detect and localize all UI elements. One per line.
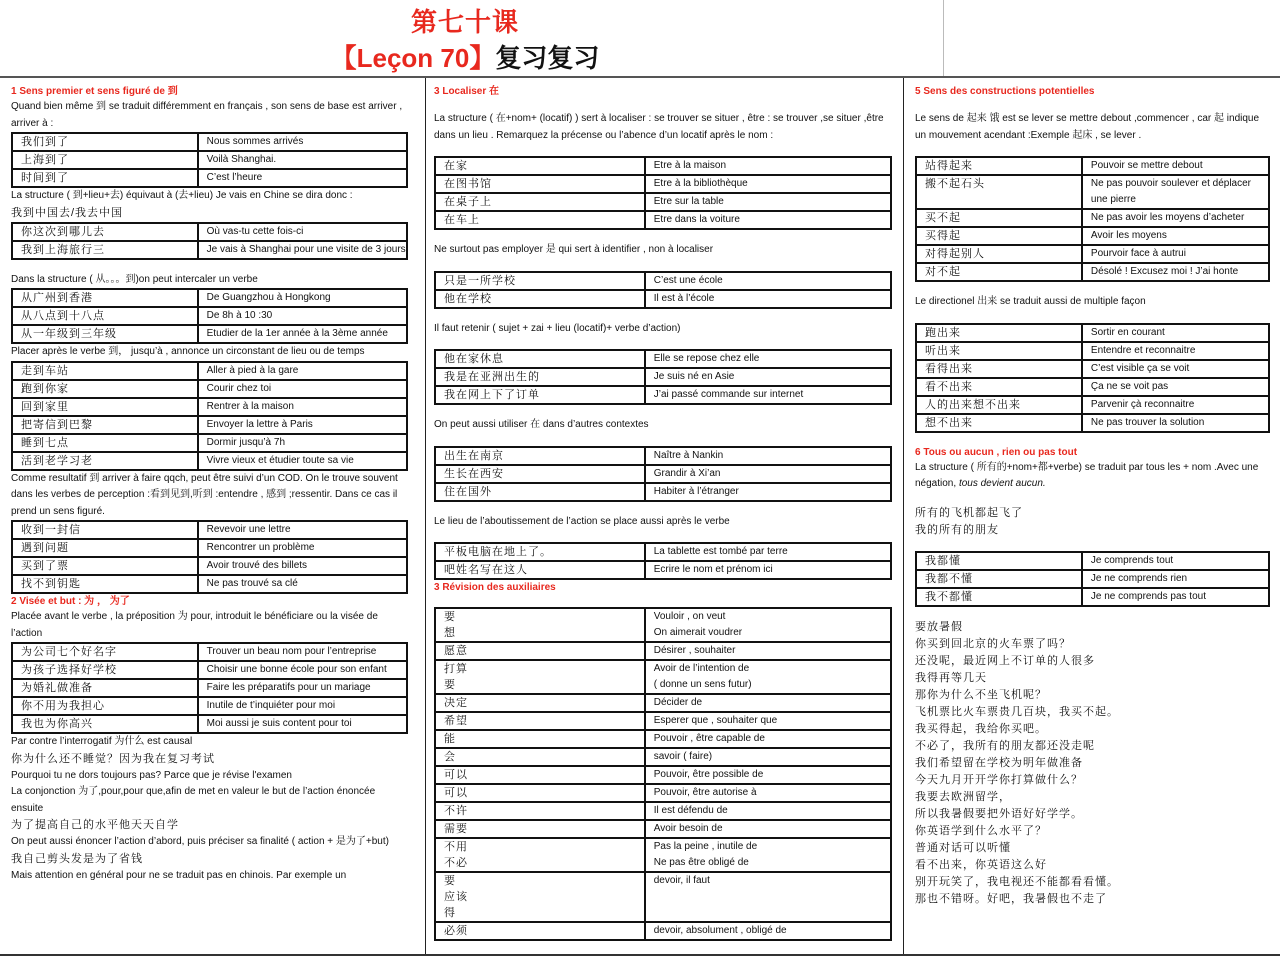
table-row [12, 539, 407, 557]
chinese-cell: 愿意 [435, 642, 645, 660]
table-row [12, 362, 407, 380]
table-row [12, 575, 407, 593]
chinese-cell: 想不出来 [916, 414, 1082, 432]
bottom-rule [0, 954, 1280, 956]
paragraph: On peut aussi utiliser 在 dans d’autres contextes [434, 419, 649, 430]
french-cell: Avoir trouvé des billets [198, 557, 407, 575]
chinese-cell: 我是在亚洲出生的 [435, 368, 645, 386]
dialogue [915, 619, 1272, 908]
table-row [435, 922, 891, 940]
dialogue-line: 你英语学到什么水平了？ [915, 824, 1047, 837]
paragraph: La conjonction 为了,pour,pour que,afin de met en valeur le but de l’action énoncée ensuite [11, 786, 376, 814]
dialogue-line: 我得再等几天 [915, 671, 987, 684]
vocab-table [915, 551, 1270, 607]
vocab-table [11, 642, 408, 734]
chinese-cell: 时间到了 [12, 169, 198, 187]
chinese-cell: 你这次到哪儿去 [12, 223, 198, 241]
table-row [916, 570, 1269, 588]
paragraph-italic: tous devient aucun. [958, 478, 1046, 489]
lesson-subtitle: 复习复习 [495, 43, 600, 73]
paragraph: Par contre l’interrogatif 为什么 est causal [11, 736, 193, 747]
table-row [435, 290, 891, 308]
table-row [435, 730, 891, 748]
chinese-cell: 我都不懂 [916, 570, 1082, 588]
vocab-table [11, 361, 408, 471]
chinese-cell: 要 应该 得 [435, 872, 645, 922]
french-cell: De 8h à 10 :30 [198, 307, 407, 325]
example-chinese: 我的所有的朋友 [915, 523, 999, 536]
paragraph: Placée avant le verbe , la préposition 为 pour, introduit le bénéficiare ou la visée de l’action [11, 611, 378, 639]
table-row [435, 872, 891, 922]
chinese-cell: 找不到钥匙 [12, 575, 198, 593]
table-row [12, 241, 407, 259]
dialogue-line: 我买得起，我给你买吧。 [915, 722, 1047, 735]
table-row [435, 368, 891, 386]
chinese-cell: 走到车站 [12, 362, 198, 380]
paragraph: On peut aussi énoncer l’action d’abord, puis préciser sa finalité ( action + 是为了+but) [11, 836, 389, 847]
french-cell: Ça ne se voit pas [1082, 378, 1269, 396]
chinese-cell: 搬不起石头 [916, 175, 1082, 209]
vocab-table [434, 271, 892, 309]
dialogue-line: 别开玩笑了，我电视还不能都看看懂。 [915, 875, 1119, 888]
vocab-table [915, 323, 1270, 433]
chinese-cell: 跑出来 [916, 324, 1082, 342]
table-row [12, 380, 407, 398]
table-row [435, 483, 891, 501]
chinese-cell: 上海到了 [12, 151, 198, 169]
french-cell: Je comprends tout [1082, 552, 1269, 570]
french-cell: Pourvoir face à autrui [1082, 245, 1269, 263]
paragraph: Le sens de 起来 饿 est se lever se mettre debout ,commencer , car 起 indique un mouvement acendant :Exemple 起床 , se lever . [915, 113, 1260, 141]
table-row [435, 838, 891, 872]
paragraph: Ne surtout pas employer 是 qui sert à identifier , non à localiser [434, 244, 714, 255]
table-row [12, 557, 407, 575]
french-cell: Ne pas trouver la solution [1082, 414, 1269, 432]
chinese-cell: 为孩子选择好学校 [12, 661, 198, 679]
chinese-cell: 为公司七个好名字 [12, 643, 198, 661]
column-3 [903, 78, 1280, 954]
french-cell: C’est l’heure [198, 169, 407, 187]
chinese-cell: 只是一所学校 [435, 272, 645, 290]
french-cell: Vouloir , on veut On aimerait voudrer [645, 608, 891, 642]
french-cell: Etre dans la voiture [645, 211, 891, 229]
french-cell: Ne pas pouvoir soulever et déplacer une pierre [1082, 175, 1269, 209]
paragraph [915, 460, 1272, 493]
french-cell: Aller à pied à la gare [198, 362, 407, 380]
french-cell: Choisir une bonne école pour son enfant [198, 661, 407, 679]
chinese-cell: 不许 [435, 802, 645, 820]
dialogue-line: 那你为什么不坐飞机呢？ [915, 688, 1047, 701]
chinese-cell: 为婚礼做准备 [12, 679, 198, 697]
chinese-cell: 看不出来 [916, 378, 1082, 396]
table-row [435, 211, 891, 229]
table-row [12, 133, 407, 151]
section-title: 3 Localiser 在 [434, 86, 500, 97]
table-row [12, 434, 407, 452]
french-cell: Désolé ! Excusez moi ! J’ai honte [1082, 263, 1269, 281]
french-cell: Nous sommes arrivés [198, 133, 407, 151]
chinese-cell: 我到上海旅行三 [12, 241, 198, 259]
table-row [12, 398, 407, 416]
chinese-cell: 可以 [435, 784, 645, 802]
table-row [916, 263, 1269, 281]
french-cell: Moi aussi je suis content pour toi [198, 715, 407, 733]
vocab-table [11, 132, 408, 188]
table-row [435, 175, 891, 193]
table-row [435, 748, 891, 766]
section-title: 3 Révision des auxiliaires [434, 582, 556, 593]
french-cell: Il est défendu de [645, 802, 891, 820]
dialogue-line: 所以我暑假要把外语好好学学。 [915, 807, 1083, 820]
french-cell: Elle se repose chez elle [645, 350, 891, 368]
french-cell: Voilà Shanghai. [198, 151, 407, 169]
french-cell: devoir, il faut [645, 872, 891, 922]
table-row [12, 661, 407, 679]
chinese-cell: 他在学校 [435, 290, 645, 308]
paragraph: La structure ( 在+nom+ (locatif) ) sert à localiser : se trouver se situer , être : se trouver ,se situer ,être dans un lieu . Remarquez la précense ou l’abence d’un locatif après le nom : [434, 113, 884, 141]
chinese-cell: 平板电脑在地上了。 [435, 543, 645, 561]
french-cell: Inutile de t’inquiéter pour moi [198, 697, 407, 715]
table-row [12, 452, 407, 470]
french-cell: devoir, absolument , obligé de [645, 922, 891, 940]
french-cell: Pouvoir, être autorise à [645, 784, 891, 802]
chinese-cell: 在图书馆 [435, 175, 645, 193]
chinese-cell: 活到老学习老 [12, 452, 198, 470]
paragraph: Dans la structure ( 从。。。到)on peut intercaler un verbe [11, 273, 258, 285]
chinese-cell: 吧姓名写在这人 [435, 561, 645, 579]
example-chinese: 所有的飞机都起飞了 [915, 506, 1023, 519]
french-cell: Esperer que , souhaiter que [645, 712, 891, 730]
french-cell: Avoir besoin de [645, 820, 891, 838]
french-cell: savoir ( faire) [645, 748, 891, 766]
paragraph: Il faut retenir ( sujet + zai + lieu (locatif)+ verbe d’action) [434, 322, 681, 334]
chinese-cell: 回到家里 [12, 398, 198, 416]
table-row [12, 151, 407, 169]
chinese-cell: 人的出来想不出来 [916, 396, 1082, 414]
table-row [916, 227, 1269, 245]
french-cell: Etudier de la 1er année à la 3ème année [198, 325, 407, 343]
chinese-cell: 不用 不必 [435, 838, 645, 872]
chinese-cell: 住在国外 [435, 483, 645, 501]
table-row [916, 552, 1269, 570]
dialogue-line: 飞机票比火车票贵几百块，我买不起。 [915, 705, 1119, 718]
french-cell: Vivre vieux et étudier toute sa vie [198, 452, 407, 470]
chinese-cell: 把寄信到巴黎 [12, 416, 198, 434]
chinese-cell: 从一年级到三年级 [12, 325, 198, 343]
french-cell: Je ne comprends pas tout [1082, 588, 1269, 606]
table-row [916, 588, 1269, 606]
table-row [916, 396, 1269, 414]
chinese-cell: 对得起别人 [916, 245, 1082, 263]
table-row [12, 643, 407, 661]
vocab-table [915, 156, 1270, 282]
table-row [12, 325, 407, 343]
table-row [435, 642, 891, 660]
french-cell: Ne pas trouvé sa clé [198, 575, 407, 593]
chinese-cell: 需要 [435, 820, 645, 838]
dialogue-line: 看不出来，你英语这么好 [915, 858, 1047, 871]
chinese-cell: 对不起 [916, 263, 1082, 281]
table-row [435, 543, 891, 561]
dialogue-line: 要放暑假 [915, 620, 963, 633]
french-cell: Etre à la maison [645, 157, 891, 175]
example-chinese: 为了提高自己的水平他天天自学 [11, 819, 179, 831]
french-cell: Habiter à l’étranger [645, 483, 891, 501]
french-cell: Pouvoir se mettre debout [1082, 157, 1269, 175]
french-cell: Grandir à Xi’an [645, 465, 891, 483]
table-row [916, 324, 1269, 342]
french-cell: Entendre et reconnaitre [1082, 342, 1269, 360]
french-cell: Courir chez toi [198, 380, 407, 398]
table-row [916, 209, 1269, 227]
chinese-cell: 跑到你家 [12, 380, 198, 398]
table-row [435, 561, 891, 579]
paragraph: Mais attention en général pour ne se traduit pas en chinois. Par exemple un [11, 869, 347, 881]
dialogue-line: 普通对话可以听懂 [915, 841, 1011, 854]
french-cell: Pas la peine , inutile de Ne pas être obligé de [645, 838, 891, 872]
table-row [12, 223, 407, 241]
chinese-cell: 买到了票 [12, 557, 198, 575]
french-cell: Avoir de l’intention de ( donne un sens futur) [645, 660, 891, 694]
table-row [916, 157, 1269, 175]
french-cell: Parvenir çà reconnaitre [1082, 396, 1269, 414]
chinese-cell: 从广州到香港 [12, 289, 198, 307]
french-cell: Faire les préparatifs pour un mariage [198, 679, 407, 697]
french-cell: Revevoir une lettre [198, 521, 407, 539]
dialogue-line: 我要去欧洲留学， [915, 790, 1011, 803]
chinese-cell: 打算 要 [435, 660, 645, 694]
example-chinese: 我到中国去/我去中国 [11, 206, 124, 219]
dialogue-line: 不必了，我所有的朋友都还没走呢 [915, 739, 1095, 752]
dialogue-line: 还没呢，最近网上不订单的人很多 [915, 654, 1095, 667]
lesson-title-chinese: 第七十课 [410, 7, 519, 37]
french-cell: Pouvoir, être possible de [645, 766, 891, 784]
chinese-cell: 在车上 [435, 211, 645, 229]
chinese-cell: 决定 [435, 694, 645, 712]
chinese-cell: 从八点到十八点 [12, 307, 198, 325]
chinese-cell: 听出来 [916, 342, 1082, 360]
vocab-table [434, 542, 892, 580]
table-row [12, 169, 407, 187]
paragraph-text: La structure ( 所有的+nom+都+verbe) se traduit par tous les + nom .Avec une négation, [915, 461, 1259, 489]
document-header [0, 0, 1280, 76]
table-row [435, 193, 891, 211]
table-row [435, 350, 891, 368]
french-cell: C’est une école [645, 272, 891, 290]
chinese-cell: 会 [435, 748, 645, 766]
french-cell: Rentrer à la maison [198, 398, 407, 416]
chinese-cell: 遇到问题 [12, 539, 198, 557]
dialogue-line: 今天九月开开学你打算做什么？ [915, 773, 1083, 786]
french-cell: Ne pas avoir les moyens d’acheter [1082, 209, 1269, 227]
chinese-cell: 他在家休息 [435, 350, 645, 368]
chinese-cell: 我在网上下了订单 [435, 386, 645, 404]
table-row [916, 245, 1269, 263]
french-cell: Etre à la bibliothèque [645, 175, 891, 193]
table-row [12, 715, 407, 733]
chinese-cell: 要 想 [435, 608, 645, 642]
table-row [435, 447, 891, 465]
header-divider [943, 0, 944, 76]
table-row [916, 414, 1269, 432]
table-row [435, 802, 891, 820]
french-cell: Où vas-tu cette fois-ci [198, 223, 407, 241]
table-row [12, 697, 407, 715]
example-chinese: 我自己剪头发是为了省钱 [11, 852, 143, 865]
paragraph: Placer après le verbe 到， jusqu’à , annonce un circonstant de lieu ou de temps [11, 346, 365, 357]
table-row [916, 175, 1269, 209]
table-row [435, 465, 891, 483]
french-cell: Il est à l’école [645, 290, 891, 308]
table-row [12, 521, 407, 539]
vocab-table [11, 288, 408, 344]
chinese-cell: 在家 [435, 157, 645, 175]
table-row [12, 307, 407, 325]
table-row [435, 694, 891, 712]
table-row [12, 416, 407, 434]
french-cell: Décider de [645, 694, 891, 712]
table-row [12, 679, 407, 697]
table-row [916, 342, 1269, 360]
chinese-cell: 看得出来 [916, 360, 1082, 378]
paragraph: Pourquoi tu ne dors toujours pas? Parce que je révise l'examen [11, 769, 292, 781]
paragraph: Le lieu de l’aboutissement de l’action se place aussi après le verbe [434, 515, 730, 527]
chinese-cell: 买不起 [916, 209, 1082, 227]
french-cell: Désirer , souhaiter [645, 642, 891, 660]
chinese-cell: 必须 [435, 922, 645, 940]
chinese-cell: 可以 [435, 766, 645, 784]
chinese-cell: 我不都懂 [916, 588, 1082, 606]
lesson-title [0, 38, 930, 75]
french-cell: Sortir en courant [1082, 324, 1269, 342]
example-chinese: 你为什么还不睡觉？因为我在复习考试 [11, 752, 215, 765]
french-cell: Trouver un beau nom pour l’entreprise [198, 643, 407, 661]
table-row [435, 766, 891, 784]
vocab-table [434, 349, 892, 405]
table-row [435, 712, 891, 730]
chinese-cell: 你不用为我担心 [12, 697, 198, 715]
table-row [916, 360, 1269, 378]
chinese-cell: 我们到了 [12, 133, 198, 151]
chinese-cell: 我也为你高兴 [12, 715, 198, 733]
section-title: 5 Sens des constructions potentielles [915, 86, 1095, 97]
lesson-number: 【Leçon 70】 [330, 43, 496, 73]
french-cell: Avoir les moyens [1082, 227, 1269, 245]
french-cell: J’ai passé commande sur internet [645, 386, 891, 404]
vocab-table [434, 446, 892, 502]
french-cell: Naître à Nankin [645, 447, 891, 465]
vocab-table [11, 520, 408, 594]
french-cell: De Guangzhou à Hongkong [198, 289, 407, 307]
dialogue-line: 那也不错呀。好吧，我暑假也不走了 [915, 892, 1107, 905]
chinese-cell: 买得起 [916, 227, 1082, 245]
vocab-table [11, 222, 408, 260]
column-2 [425, 78, 903, 954]
table-row [12, 289, 407, 307]
section-title: 1 Sens premier et sens figuré de 到 [11, 86, 178, 97]
french-cell: La tablette est tombé par terre [645, 543, 891, 561]
vocab-table [434, 156, 892, 230]
chinese-cell: 收到一封信 [12, 521, 198, 539]
section-title: 2 Visée et but : 为 ， 为了 [11, 596, 130, 607]
chinese-cell: 我都懂 [916, 552, 1082, 570]
chinese-cell: 能 [435, 730, 645, 748]
french-cell: C’est visible ça se voit [1082, 360, 1269, 378]
french-cell: Je ne comprends rien [1082, 570, 1269, 588]
chinese-cell: 睡到七点 [12, 434, 198, 452]
table-row [435, 784, 891, 802]
table-row [435, 608, 891, 642]
table-row [916, 378, 1269, 396]
french-cell: Je vais à Shanghai pour une visite de 3 jours [198, 241, 407, 259]
chinese-cell: 在桌子上 [435, 193, 645, 211]
table-row [435, 272, 891, 290]
dialogue-line: 你买到回北京的火车票了吗？ [915, 637, 1071, 650]
paragraph: Comme resultatif 到 arriver à faire qqch, peut être suivi d’un COD. On le trouve souvent dans les verbes de perception :看到见到,听到 :entendre , 感到 ;ressentir. Dans ce cas il prend un sens figuré. [11, 472, 398, 517]
dialogue-line: 我们希望留在学校为明年做准备 [915, 756, 1083, 769]
french-cell: Pouvoir , être capable de [645, 730, 891, 748]
chinese-cell: 希望 [435, 712, 645, 730]
chinese-cell: 出生在南京 [435, 447, 645, 465]
chinese-cell: 生长在西安 [435, 465, 645, 483]
french-cell: Je suis né en Asie [645, 368, 891, 386]
french-cell: Dormir jusqu’à 7h [198, 434, 407, 452]
column-1 [0, 78, 412, 954]
paragraph: La structure ( 到+lieu+去) équivaut à (去+lieu) Je vais en Chine se dira donc : [11, 190, 353, 201]
table-row [435, 386, 891, 404]
paragraph: Le directionel 出来 se traduit aussi de multiple façon [915, 296, 1146, 307]
section-title: 6 Tous ou aucun , rien ou pas tout [915, 446, 1078, 458]
french-cell: Etre sur la table [645, 193, 891, 211]
french-cell: Envoyer la lettre à Paris [198, 416, 407, 434]
auxiliaries-table [434, 607, 892, 941]
french-cell: Ecrire le nom et prénom ici [645, 561, 891, 579]
french-cell: Rencontrer un problème [198, 539, 407, 557]
table-row [435, 660, 891, 694]
chinese-cell: 站得起来 [916, 157, 1082, 175]
table-row [435, 157, 891, 175]
table-row [435, 820, 891, 838]
paragraph: Quand bien même 到 se traduit différemment en français , son sens de base est arriver , arriver à : [11, 101, 403, 129]
